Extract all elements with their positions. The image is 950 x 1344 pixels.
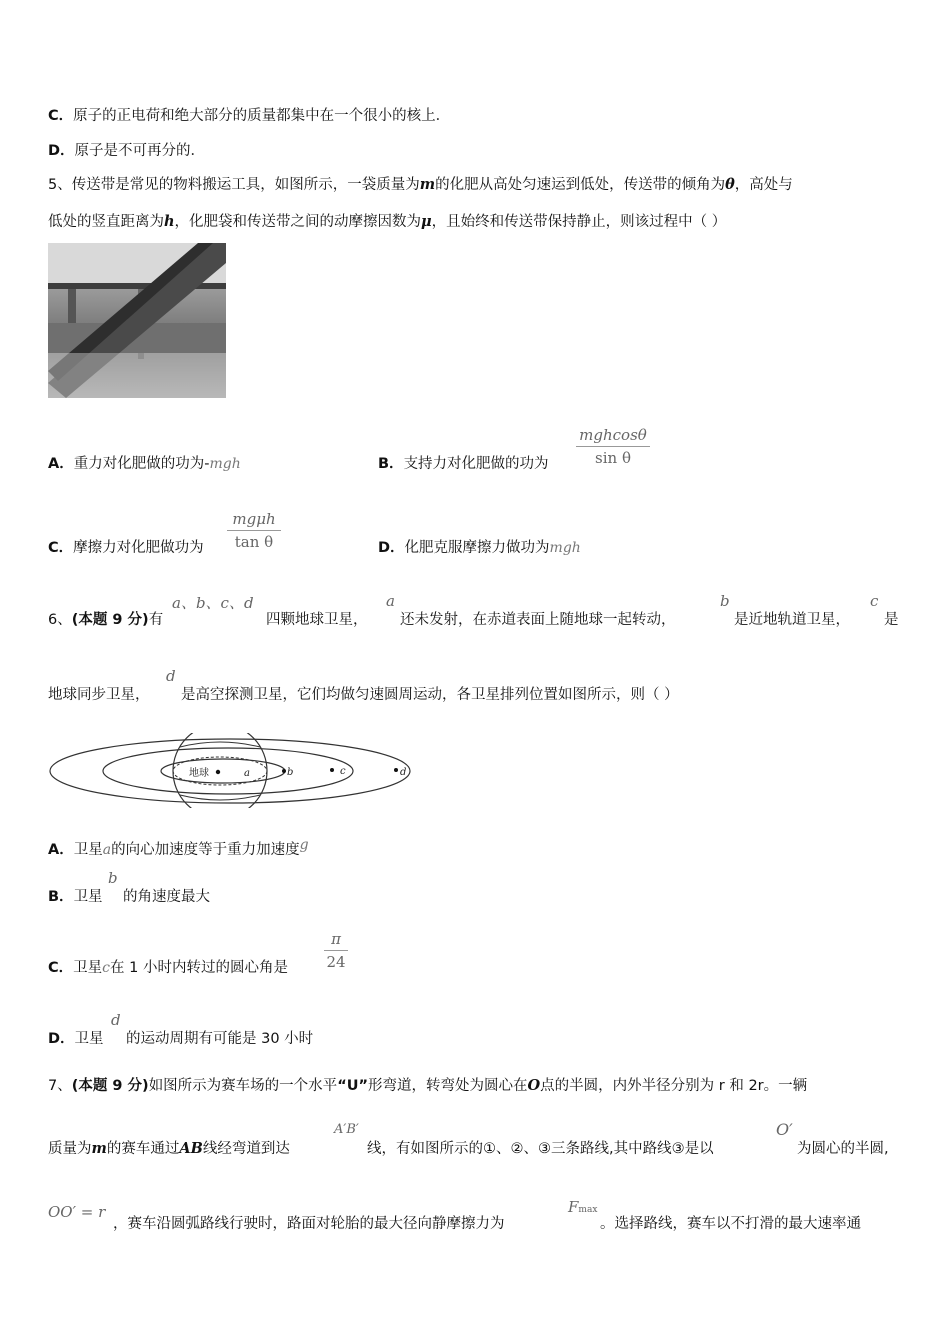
q6-option-a — [48, 838, 309, 859]
q6-stem-line1-b — [266, 608, 368, 629]
q5-option-b-denominator: sin θ — [595, 449, 631, 467]
q6-stem-line1-e — [884, 608, 899, 629]
q6-option-c-var: c — [102, 960, 110, 976]
q5-option-b — [378, 452, 549, 473]
q5-option-d — [378, 536, 581, 557]
q7-u-label: “U” — [337, 1078, 369, 1094]
q7-var-m: m — [91, 1140, 107, 1157]
q6-option-b-var: b — [108, 869, 118, 887]
q4-option-c-text: 原子的正电荷和绝大部分的质量都集中在一个很小的核上． — [73, 108, 451, 124]
q5-option-d-letter: D． — [378, 540, 405, 556]
q6-text: 还未发射，在赤道表面上随地球一起转动， — [400, 612, 676, 628]
q6-var-b: b — [720, 592, 730, 610]
q5-option-c — [48, 536, 204, 557]
q6-option-c — [48, 956, 288, 977]
q6-text: 的向心加速度等于重力加速度 — [111, 842, 300, 858]
q7-fmax-symbol: F — [568, 1198, 579, 1216]
q6-var-a: a — [386, 592, 395, 610]
q7-score: (本题 9 分) — [71, 1078, 149, 1094]
q6-option-d-rest — [126, 1027, 313, 1048]
q5-option-c-letter: C． — [48, 540, 74, 556]
q6-text: 卫星 — [74, 1031, 104, 1047]
q5-option-c-fraction — [227, 510, 281, 551]
q5-option-b-fraction — [576, 426, 650, 467]
q7-stem-line2-b — [367, 1137, 714, 1158]
q4-option-c — [48, 104, 450, 125]
q7-text: 的赛车通过 — [106, 1141, 180, 1157]
q5-stem-line1 — [48, 173, 793, 194]
q6-option-c-denominator: 24 — [326, 953, 346, 971]
q4-option-c-letter: C． — [48, 108, 74, 124]
q7-var-ab: AB — [179, 1140, 203, 1157]
q5-text: ，且始终和传送带保持静止，则该过程中（ ） — [431, 214, 727, 230]
q7-number: 7、 — [48, 1078, 72, 1094]
q6-stem-line2 — [48, 683, 150, 704]
q7-stem-line2 — [48, 1137, 290, 1158]
q5-option-a — [48, 452, 241, 473]
q6-option-a-letter: A． — [48, 842, 74, 858]
satellite-orbit-diagram — [48, 733, 418, 808]
q7-text: 点的半圆，内外半径分别为 r 和 2r。一辆 — [540, 1078, 808, 1094]
q6-option-c-fraction — [324, 930, 348, 971]
q5-var-m: m — [419, 176, 436, 193]
q7-text: 为圆心的半圆, — [797, 1141, 889, 1157]
q7-var-oprime: O′ — [776, 1120, 793, 1139]
q6-stem-line2-b — [181, 683, 679, 704]
q6-option-d-var: d — [111, 1011, 121, 1029]
q5-option-c-text: 摩擦力对化肥做功为 — [73, 540, 204, 556]
q6-stem-line1-d — [734, 608, 850, 629]
q7-var-apbp: A′B′ — [334, 1122, 359, 1137]
conveyor-belt-image — [48, 243, 226, 398]
q7-text: 形弯道，转弯处为圆心在 — [368, 1078, 528, 1094]
q6-text: 是高空探测卫星，它们均做匀速圆周运动，各卫星排列位置如图所示，则（ ） — [181, 687, 679, 703]
q6-text: 四颗地球卫星， — [266, 612, 368, 628]
q6-text: 卫星 — [73, 842, 103, 858]
q7-text: 。选择路线，赛车以不打滑的最大速率通 — [600, 1216, 861, 1232]
q6-score: (本题 9 分) — [71, 612, 149, 628]
q6-satellite-list: a、b、c、d — [172, 594, 254, 612]
q6-option-b-letter: B． — [48, 889, 74, 905]
q4-option-d-letter: D． — [48, 143, 75, 159]
q6-text: 卫星 — [73, 960, 103, 976]
q7-text: ，赛车沿圆弧路线行驶时，路面对轮胎的最大径向静摩擦力为 — [113, 1216, 505, 1232]
q5-var-theta: θ — [725, 176, 735, 193]
fig-label-c: c — [340, 766, 346, 777]
q5-option-a-letter: A． — [48, 456, 74, 472]
fraction-bar — [227, 530, 281, 531]
fig-label-b: b — [287, 767, 294, 778]
q5-option-a-math: mgh — [209, 456, 241, 472]
q6-var-c: c — [870, 592, 879, 610]
q6-text: 地球同步卫星， — [48, 687, 150, 703]
q6-option-a-var-g: g — [299, 837, 309, 853]
q6-text: 有 — [148, 612, 164, 628]
q5-option-a-text: 重力对化肥做的功为- — [73, 456, 210, 472]
q5-var-h: h — [164, 213, 175, 230]
q6-option-d — [48, 1027, 104, 1048]
q7-text: 线，有如图所示的①、②、③三条路线,其中路线③是以 — [367, 1141, 714, 1157]
q6-option-b-rest — [123, 885, 210, 906]
q5-text: 5、传送带是常见的物料搬运工具，如图所示，一袋质量为 — [48, 177, 420, 193]
q7-text: 质量为 — [48, 1141, 92, 1157]
q6-stem-line1 — [48, 608, 163, 629]
fraction-bar — [324, 950, 348, 951]
q7-fmax-subscript: max — [578, 1205, 598, 1215]
q7-stem-line2-c — [797, 1137, 889, 1158]
q5-text: ，化肥袋和传送带之间的动摩擦因数为 — [174, 214, 422, 230]
q6-text: 的角速度最大 — [123, 889, 210, 905]
q6-option-d-letter: D． — [48, 1031, 75, 1047]
q5-text: 低处的竖直距离为 — [48, 214, 164, 230]
q6-option-b — [48, 885, 103, 906]
q4-option-d — [48, 139, 205, 160]
q5-option-b-numerator: mghcosθ — [579, 426, 647, 444]
q6-option-c-letter: C． — [48, 960, 74, 976]
q5-text: ，高处与 — [734, 177, 793, 193]
conveyor-belt-photo — [48, 243, 226, 398]
q7-stem-line1 — [48, 1074, 807, 1095]
q6-text: 在 1 小时内转过的圆心角是 — [110, 960, 288, 976]
q6-text: 是 — [884, 612, 899, 628]
q7-text: 线经弯道到达 — [202, 1141, 290, 1157]
q6-text: 是近地轨道卫星， — [734, 612, 850, 628]
q5-option-b-text: 支持力对化肥做的功为 — [403, 456, 549, 472]
fraction-bar — [576, 446, 650, 447]
q7-text: 如图所示为赛车场的一个水平 — [148, 1078, 338, 1094]
q6-option-c-numerator: π — [331, 930, 341, 948]
q6-number: 6、 — [48, 612, 72, 628]
q7-stem-line3-b — [600, 1212, 861, 1233]
q5-option-c-denominator: tan θ — [234, 533, 274, 551]
q5-text: 的化肥从高处匀速运到低处，传送带的倾角为 — [435, 177, 726, 193]
q5-var-mu: μ — [421, 213, 432, 230]
q7-oo-prime-equals-r: OO′ = r — [48, 1203, 106, 1221]
q5-option-d-text: 化肥克服摩擦力做功为 — [404, 540, 550, 556]
q6-stem-line1-c — [400, 608, 676, 629]
q5-option-d-math: mgh — [549, 540, 581, 556]
q6-text: 卫星 — [73, 889, 103, 905]
earth-label: 地球 — [189, 768, 209, 779]
fig-label-a: a — [244, 768, 250, 779]
q6-var-d: d — [166, 667, 176, 685]
q5-option-c-numerator: mgμh — [232, 510, 276, 528]
q6-text: 的运动周期有可能是 30 小时 — [126, 1031, 314, 1047]
fig-label-d: d — [400, 767, 407, 778]
q6-option-a-var: a — [102, 842, 112, 858]
q4-option-d-text: 原子是不可再分的． — [74, 143, 206, 159]
q7-fmax — [568, 1198, 597, 1216]
q5-stem-line2 — [48, 210, 726, 231]
q7-var-o: O — [527, 1077, 541, 1094]
q5-option-b-letter: B． — [378, 456, 404, 472]
q7-stem-line3 — [113, 1212, 505, 1233]
